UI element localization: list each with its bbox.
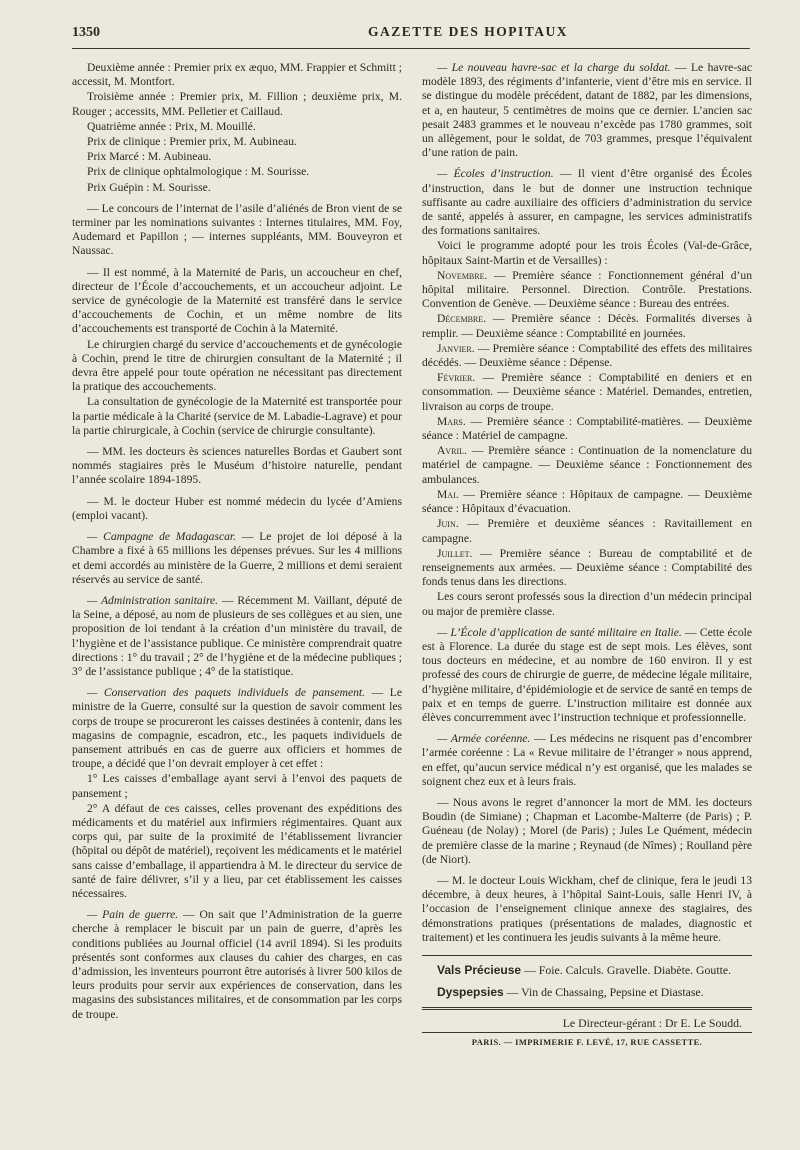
paragraph [72,165,402,179]
paragraph-text: Prix de clinique : Premier prix, M. Aubineau. [87,135,297,149]
paragraph [72,908,402,1022]
paragraph-text: La consultation de gynécologie de la Maternité est transportée pour la partie médicale à la Charité (service de M. Labadie-Lagrave) et pour la partie chirurgicale, à Cochin (service de chirurgie consultante). [72,395,402,437]
paragraph [422,517,752,545]
paragraph-text: — Première séance : Hôpitaux de campagne. — Deuxième séance : Hôpitaux d’évacuation. [422,487,752,516]
advertisement-text: — Vin de Chassaing, Pepsine et Diastase. [503,984,704,999]
paragraph [72,120,402,134]
paragraph-lead: — Campagne de Madagascar. [87,530,237,544]
paragraph-text: — Première séance : Bureau de comptabilité et de renseignements aux armées. — Deuxième séance : Comptabilité des fonds tenus dans les directions. [422,546,752,589]
paragraph [422,312,752,340]
paragraph-text: — Le havre-sac modèle 1893, des régiments d’infanterie, vient d’être mis en service. Il se distingue du modèle précédent, datant de 1882, par les dimensions, et a, en hauteur, 5 centimètres de moins que ce dernier. L’ancien sac pesait 2483 grammes et le nouveau n’excède pas 1780 grammes, soit un allègement, pour le soldat, de 703 grammes, presque l’équivalent d’une ration de pain. [422,61,752,160]
paragraph-lead: — Le nouveau havre-sac et la charge du soldat. [437,61,671,74]
paragraph-text: Troisième année : Premier prix, M. Fillion ; deuxième prix, M. Rouger ; accessits, MM. Pelletier et Caillaud. [72,90,402,118]
month-label: Janvier. [437,341,475,355]
paragraph [422,239,752,267]
advertisements [422,963,752,1000]
paragraph-text: — Il est nommé, à la Maternité de Paris, un accoucheur en chef, directeur de l’École d’accouchements, et un accoucheur adjoint. Le service de gynécologie de la Maternité est transféré dans le service d’accouchements de Cochin, et un même nombre de lits d’accouchements est transporté de Cochin à la Maternité. [72,265,402,336]
paragraph [72,135,402,149]
paragraph [72,181,402,195]
paragraph-text: Les cours seront professés sous la direction d’un médecin principal ou major de première classe. [422,590,752,618]
ads-separator [422,955,752,956]
paragraph [72,495,402,523]
paragraph [422,796,752,867]
paragraph-text: — M. le docteur Louis Wickham, chef de clinique, fera le jeudi 13 décembre, à deux heures, à l’hôpital Saint-Louis, salle Henri IV, à l’occasion de l’enseignement clinique annexe des stagiaires, des démonstrations pratiques (présentations de malades, diagnostic et traitement) et les continuera les jeudis suivants à la même heure. [422,873,752,944]
paragraph [422,342,752,370]
advertisement-text: — Foie. Calculs. Gravelle. Diabète. Goutte. [521,962,732,977]
paragraph-text: — Première séance : Fonctionnement général d’un hôpital militaire. Personnel. Direction. Contrôle. Prestations. Convention de Genève. — Deuxième séance : Bureau des entrées. [422,268,752,311]
paragraph-text: Deuxième année : Premier prix ex æquo, MM. Frappier et Schmitt ; accessit, M. Montfort. [72,61,402,89]
paragraph-text: — Première séance : Décès. Formalités diverses à remplir. — Deuxième séance : Comptabilité en journées. [422,312,752,340]
month-label: Novembre. [437,268,488,282]
footer-rule [422,1007,752,1010]
page-number: 1350 [72,25,100,40]
paragraph [422,547,752,590]
paragraph-text: Quatrième année : Prix, M. Mouillé. [87,119,256,133]
director-signature: Le Directeur-gérant : Dr E. Le Soudd. [562,1015,742,1030]
month-label: Juillet. [437,546,473,560]
paragraph-lead: — Armée coréenne. [437,732,531,746]
paragraph-text: — Le projet de loi déposé à la Chambre a fixé à 65 millions les dépenses prévues. Sur les 4 millions et demi accordés au ministère de la Guerre, 2 millions et demi seraient réservés au service de santé. [72,530,402,586]
paragraph [422,874,752,945]
journal-title: GAZETTE DES HOPITAUX [367,24,568,39]
paragraph-text: Prix de clinique ophtalmologique : M. Sourisse. [87,165,310,179]
advertisement-line [422,963,752,978]
paragraph-text: Prix Guépin : M. Sourisse. [87,180,211,194]
paragraph-text: — M. le docteur Huber est nommé médecin du lycée d’Amiens (emploi vacant). [72,494,402,522]
paragraph-text: — Première et deuxième séances : Ravitaillement en campagne. [422,517,752,545]
month-label: Décembre. [437,312,487,326]
paragraph [72,772,402,800]
paragraph-lead: — L’École d’application de santé militaire en Italie. [437,625,682,639]
advertisement-line [422,985,752,1000]
paragraph [72,338,402,395]
paragraph-text: — Première séance : Continuation de la nomenclature du matériel de campagne. — Deuxième séance : Fonctionnement des ambulances. [422,444,752,486]
page-header [72,24,750,49]
paragraph-text: 2° A défaut de ces caisses, celles provenant des expéditions des médicaments et du matériel aux infirmiers régimentaires. Quant aux corps qui, par suite de la proximité de l’établissement livrancier (hôpital ou dépôt de matériel), reçoivent les médicaments et le matériel sans caisse d’emballage, il appartiendra à M. le directeur du service de santé de faire délivrer, s’il y a lieu, par cet établissement les caisses nécessaires. [72,801,402,900]
paragraph [422,590,752,618]
paragraph [72,594,402,679]
left-column [72,61,402,1049]
paragraph-text: 1° Les caisses d’emballage ayant servi à l’envoi des paquets de pansement ; [72,772,402,800]
advertisement-name: Dyspepsies [437,984,504,999]
month-label: Février. [437,371,476,385]
paragraph [422,626,752,725]
paragraph [422,61,752,160]
paragraph-text: — Le ministre de la Guerre, consulté sur la question de savoir comment les corps de troupe se procureront les caisses destinées à contenir, dans les magasins de compagnie, escadron, etc., les paquets individuels de pansement attribués en cas de guerre aux officiers et hommes de troupe, a décidé que l’on devrait employer à cet effet : [72,686,402,771]
columns [72,61,774,1049]
paragraph [422,269,752,312]
paragraph-text: — Il vient d’être organisé des Écoles d’instruction, dans le but de donner une instruction technique suffisante au cadre auxiliaire des officiers d’administration du service de santé, appelés à assurer, en campagne, les services administratifs des formations sanitaires. [422,167,752,238]
paragraph [422,371,752,414]
paragraph [72,150,402,164]
month-label: Mars. [437,414,466,428]
paragraph [72,445,402,488]
paragraph [72,90,402,118]
paragraph [422,488,752,516]
advertisement-name: Vals Précieuse [437,962,522,977]
paragraph [72,266,402,337]
paragraph-text: — On sait que l’Administration de la guerre cherche à remplacer le biscuit par un pain de guerre, d’après les conditions publiées au Journal officiel (14 avril 1894). Si les produits présentés sont conformes aux clauses du cahier des charges, en cas d’admission, les inventeurs pourront être autorisés à livrer 500 kilos de leurs produits pour servir aux expériences de conservation, dans les magasins des subsistances militaires, et de consommation par les corps de troupe. [72,908,402,1021]
paragraph-text: — Première séance : Comptabilité en deniers et en consommation. — Deuxième séance : Matériel. Demandes, entretien, livraison au corps de troupe. [422,371,752,413]
month-label: Mai. [437,487,459,501]
paragraph-lead: — Administration sanitaire. [87,593,219,607]
paragraph [422,732,752,789]
paragraph [72,395,402,438]
paragraph-lead: — Pain de guerre. [87,908,179,922]
paragraph-text: Le chirurgien chargé du service d’accouchements et de gynécologie à Cochin, prend le titre de chirurgien consultant de la Maternité ; il devra être appelé pour toute opération ne nécessitant pas directement la pratique des accouchements. [72,337,402,394]
paragraph-text: Prix Marcé : M. Aubineau. [87,150,212,164]
paragraph [72,686,402,771]
paragraph-text: — Nous avons le regret d’annoncer la mort de MM. les docteurs Boudin (de Simiane) ; Chapman et Lacombe-Malterre (de Paris) ; P. Guéneau (de Nolay) ; Morel (de Paris) ; Jules Le Quément, médecin de première classe de la marine ; Reynaud (de Nîmes) ; Roulland père (de Niort). [422,795,752,866]
paragraph [422,167,752,238]
paragraph [72,61,402,89]
paragraph [422,444,752,487]
paragraph-lead: — Écoles d’instruction. [437,167,554,181]
paragraph-text: Voici le programme adopté pour les trois Écoles (Val-de-Grâce, hôpitaux Saint-Martin et de Versailles) : [422,239,752,267]
paragraph-text: — Première séance : Comptabilité-matières. — Deuxième séance : Matériel de campagne. [422,414,752,443]
paragraph-lead: — Conservation des paquets individuels de pansement. [87,686,366,700]
printer-imprint: PARIS. — IMPRIMERIE F. LEVÉ, 17, RUE CASSETTE. [422,1032,752,1049]
paragraph-text: — Première séance : Comptabilité des effets des militaires décédés. — Deuxième séance : Dépense. [422,341,752,370]
paragraph-text: — Le concours de l’internat de l’asile d’aliénés de Bron vient de se terminer par les nominations suivantes : Internes titulaires, MM. Foy, Audemard et Papillon ; — internes suppléants, MM. Bouveyron et Naussac. [72,201,402,258]
paragraph-text: — Les médecins ne risquent pas d’encombrer l’armée coréenne : La « Revue militaire de l’étranger » nous apprend, en effet, qu’aucun service médical n’y est organisé, que les malades se soignent chez eux et à leurs frais. [422,732,752,788]
paragraph [72,530,402,587]
month-label: Juin. [437,517,459,531]
paragraph-text: — Récemment M. Vaillant, député de la Seine, a déposé, au nom de plusieurs de ses collègues et au sien, une proposition de loi tendant à la création d’un ministère du travail, de l’hygiène et de l’assistance publique. Ce ministère comprendrait quatre directions : 1° du travail ; 2° de l’hygiène et de la médecine publiques ; 3° de l’assistance publique ; 4° de la statistique. [72,593,402,678]
paragraph [72,802,402,901]
paragraph-text: — MM. les docteurs ès sciences naturelles Bordas et Gaubert sont nommés stagiaires près le Muséum d’histoire naturelle, pendant l’année scolaire 1894-1895. [72,445,402,487]
right-column-articles [422,61,752,945]
paragraph [72,202,402,259]
paragraph-text: — Cette école est à Florence. La durée du stage est de sept mois. Les élèves, sont tous docteurs en médecine, et au nombre de 160 environ. Il y est professé des cours de chirurgie de guerre, de médecine légale militaire, d’hygiène militaire, d’épidémiologie et de service de santé en temps de paix et en temps de guerre. L’instruction militaire est donnée aux élèves concurremment avec l’instruction technique et professionnelle. [422,625,752,724]
right-column [422,61,752,1049]
month-label: Avril. [437,444,467,458]
paragraph [422,415,752,443]
